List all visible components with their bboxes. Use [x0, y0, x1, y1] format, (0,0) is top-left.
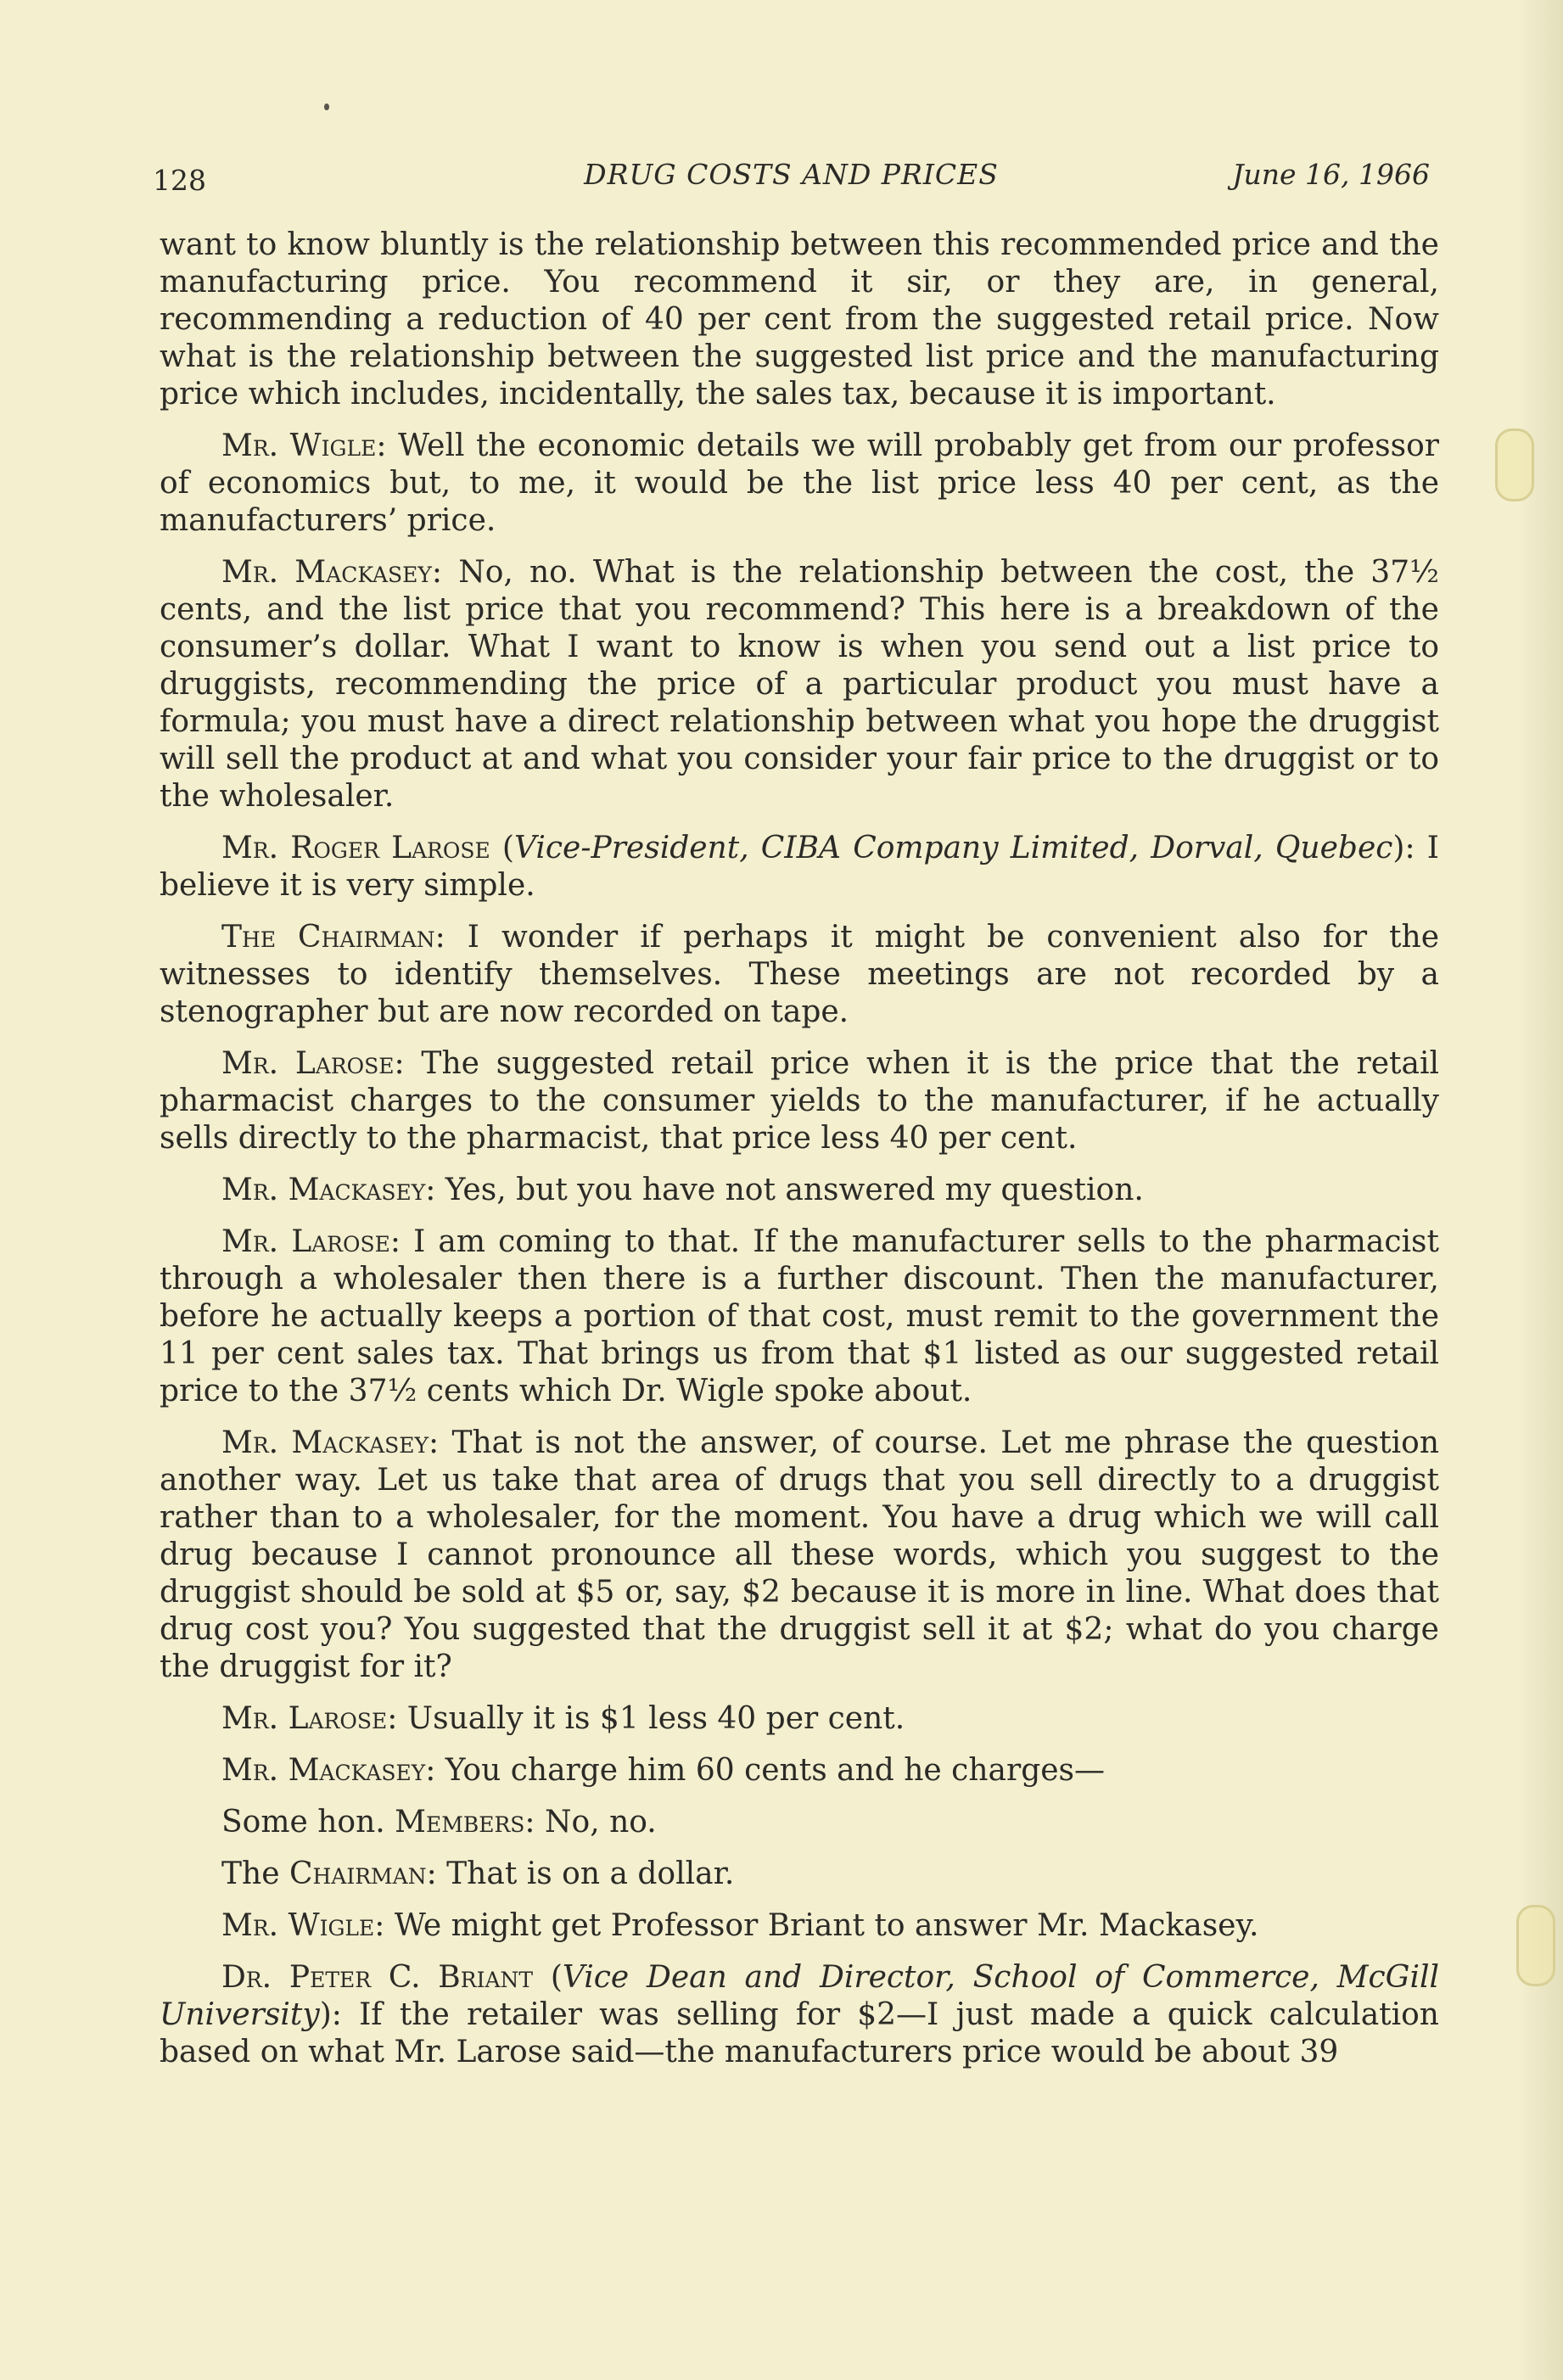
speaker-affiliation: Vice Dean and Director, School of Commerce, McGill University: [160, 1960, 1439, 2032]
page-edge-shadow: [1519, 0, 1563, 2380]
speaker-name: Mr. Wigle:: [221, 428, 387, 463]
speaker-name: Mr. Mackasey:: [221, 1425, 440, 1460]
paragraph: The Chairman: That is on a dollar.: [221, 1856, 735, 1891]
paragraph: Mr. Larose: I am coming to that. If the manufacturer sells to the pharmacist through a wholesaler then there is a further discount. Then the manufacturer, before he actually keeps a portion of that cost, must remit to the government the 11 per cent sales tax. That brings us from that $1 listed as our suggested retail price to the 37½ cents which Dr. Wigle spoke about.: [160, 1224, 1439, 1408]
speaker-name: Dr. Peter C. Briant: [221, 1960, 534, 1995]
speaker-name: Members:: [395, 1805, 535, 1840]
paragraph: Mr. Wigle: We might get Professor Briant to answer Mr. Mackasey.: [221, 1908, 1259, 1943]
running-header: [153, 155, 1430, 198]
paragraph: Mr. Larose: The suggested retail price when it is the price that the retail pharmacist charges to the consumer yields to the manufacturer, if he actually sells directly to the pharmacist, that price less 40 per cent.: [160, 1046, 1439, 1156]
paragraph: Mr. Wigle: Well the economic details we will probably get from our professor of economics but, to me, it would be the list price less 40 per cent, as the manufacturers’ price.: [160, 428, 1439, 538]
speaker-name: Mr. Roger Larose: [221, 831, 490, 865]
paragraph-continuation: want to know bluntly is the relationship between this recommended price and the manufacturing price. You recommend it sir, or they are, in general, recommending a reduction of 40 per cent from the suggested retail price. Now what is the relationship between the suggested list price and the manufacturing price which includes, incidentally, the sales tax, because it is important.: [160, 227, 1439, 412]
paragraph: Mr. Mackasey: Yes, but you have not answered my question.: [221, 1173, 1144, 1207]
speaker-name: Mr. Wigle:: [221, 1908, 385, 1943]
paragraph: Mr. Larose: Usually it is $1 less 40 per cent.: [221, 1701, 905, 1736]
page-number: 128: [153, 164, 206, 197]
binding-clip-top: [1495, 428, 1534, 501]
binding-clip-bottom: [1516, 1905, 1555, 1986]
paragraph: Mr. Mackasey: That is not the answer, of course. Let me phrase the question another way. Let us take that area of drugs that you sell directly to a druggist rather than to a wholesaler, for the moment. You have a drug which we will call drug because I cannot pronounce all these words, which you suggest to the druggist should be sold at $5 or, say, $2 because it is more in line. What does that drug cost you? You suggested that the druggist sell it at $2; what do you charge the druggist for it?: [160, 1425, 1440, 1684]
speaker-name: Mr. Larose:: [221, 1224, 401, 1259]
print-speck: [324, 104, 329, 110]
speaker-name: Mr. Mackasey:: [221, 1173, 436, 1207]
speaker-name: Chairman:: [289, 1856, 437, 1891]
speaker-name: The Chairman:: [221, 920, 445, 955]
header-date: June 16, 1966: [1232, 158, 1430, 191]
speaker-affiliation: Vice-President, CIBA Company Limited, Dorval, Quebec: [513, 831, 1393, 865]
transcript-body: [160, 227, 1439, 2086]
running-title: DRUG COSTS AND PRICES: [584, 158, 999, 191]
paragraph: Dr. Peter C. Briant (Vice Dean and Director, School of Commerce, McGill University): If the retailer was selling for $2—I just made a quick calculation based on what Mr. Larose said—the manufacturers price would be about 39: [160, 1960, 1439, 2069]
speaker-name: Mr. Mackasey:: [221, 555, 443, 590]
paragraph: The Chairman: I wonder if perhaps it might be convenient also for the witnesses to identify themselves. These meetings are not recorded by a stenographer but are now recorded on tape.: [160, 920, 1439, 1029]
paragraph: Some hon. Members: No, no.: [221, 1805, 657, 1840]
speaker-name: Mr. Mackasey:: [221, 1753, 436, 1788]
paragraph: Mr. Mackasey: You charge him 60 cents and he charges—: [221, 1753, 1106, 1788]
paragraph: Mr. Roger Larose (Vice-President, CIBA Company Limited, Dorval, Quebec): I believe it is very simple.: [160, 831, 1439, 903]
paragraph: Mr. Mackasey: No, no. What is the relationship between the cost, the 37½ cents, and the list price that you recommend? This here is a breakdown of the consumer’s dollar. What I want to know is when you send out a list price to druggists, recommending the price of a particular product you must have a formula; you must have a direct relationship between what you hope the druggist will sell the product at and what you consider your fair price to the druggist or to the wholesaler.: [160, 555, 1439, 814]
speaker-name: Mr. Larose:: [221, 1046, 405, 1081]
speaker-name: Mr. Larose:: [221, 1701, 398, 1736]
